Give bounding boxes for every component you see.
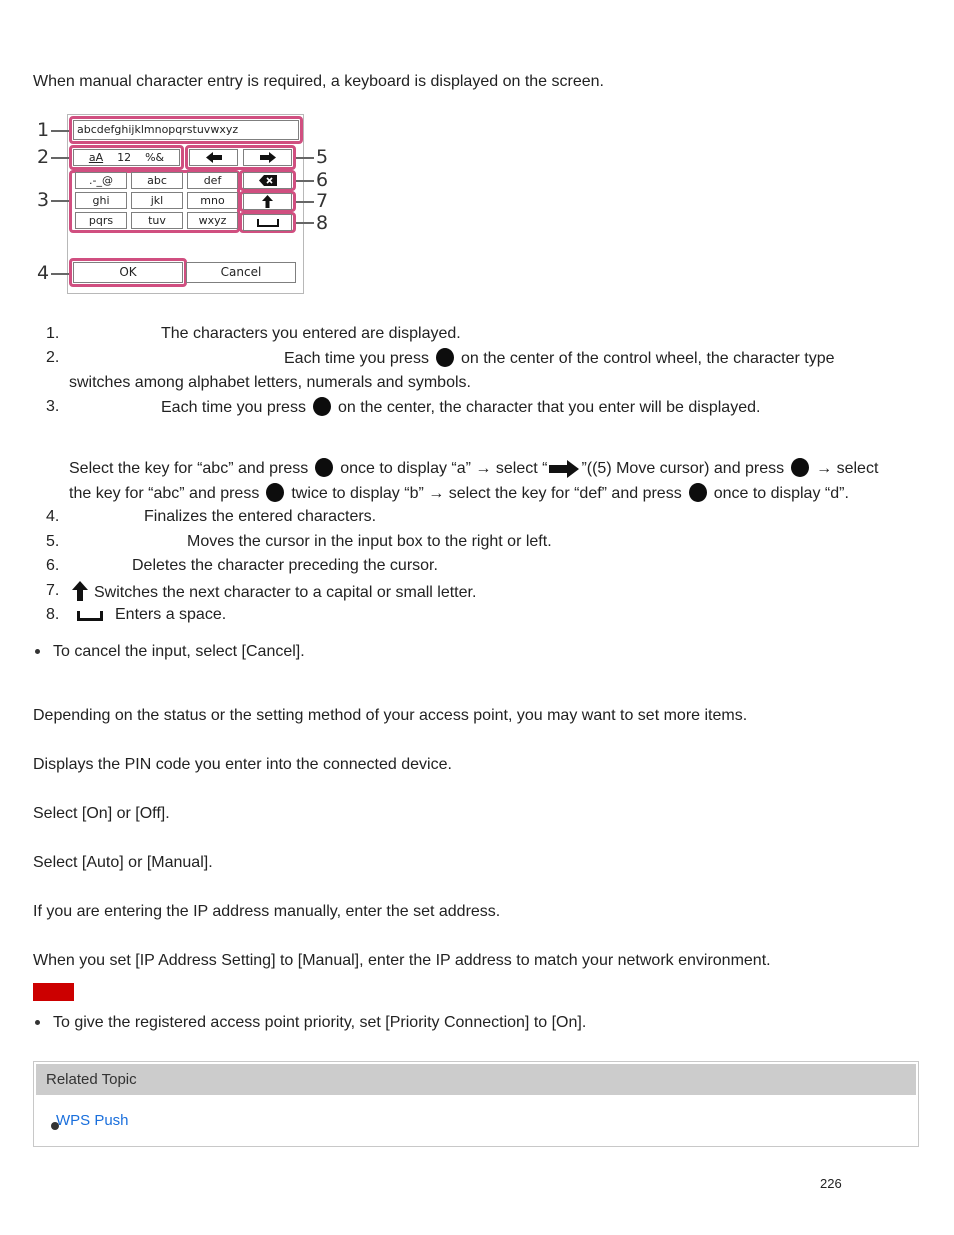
ip-address-paragraph: If you are entering the IP address manually, enter the set address. bbox=[33, 903, 501, 920]
item-8-text bbox=[77, 605, 226, 625]
auto-manual-paragraph: Select [Auto] or [Manual]. bbox=[33, 854, 213, 871]
callout-6-line bbox=[296, 180, 314, 182]
center-button-icon bbox=[791, 458, 809, 477]
example-l1b: once to display “a” → select “ bbox=[340, 460, 548, 477]
key-ghi[interactable]: ghi bbox=[75, 192, 127, 209]
cancel-tip: To cancel the input, select [Cancel]. bbox=[53, 643, 305, 660]
priority-tip: To give the registered access point priority, set [Priority Connection] to [On]. bbox=[53, 1014, 587, 1031]
space-icon bbox=[77, 611, 103, 621]
space-key[interactable] bbox=[243, 214, 292, 231]
item-6-number: 6. bbox=[46, 557, 60, 574]
item-8-number: 8. bbox=[46, 606, 60, 623]
item-5-text: Moves the cursor in the input box to the right or left. bbox=[187, 533, 552, 550]
ip-manual-paragraph: When you set [IP Address Setting] to [Manual], enter the IP address to match your network environment. bbox=[33, 952, 771, 969]
key-tuv[interactable]: tuv bbox=[131, 212, 183, 229]
example-line-1 bbox=[69, 458, 878, 479]
arrow-right-icon bbox=[260, 152, 276, 163]
key-abc[interactable]: abc bbox=[131, 172, 183, 189]
example-l1d: → select bbox=[816, 460, 879, 477]
key-symbols[interactable]: .-_@ bbox=[75, 172, 127, 189]
item-2-number: 2. bbox=[46, 349, 60, 366]
mode-key-12: 12 bbox=[117, 151, 132, 164]
item-8-label: Enters a space. bbox=[115, 606, 227, 623]
item-7-number: 7. bbox=[46, 582, 60, 599]
arrow-up-icon bbox=[72, 581, 88, 601]
item-1-number: 1. bbox=[46, 325, 60, 342]
item-1-text: The characters you entered are displayed. bbox=[161, 325, 461, 342]
center-button-icon bbox=[436, 348, 454, 367]
bullet-dot bbox=[35, 649, 40, 654]
space-icon bbox=[257, 219, 279, 227]
callout-5: 5 bbox=[316, 146, 329, 168]
bullet-dot bbox=[35, 1020, 40, 1025]
input-box[interactable]: abcdefghijklmnopqrstuvwxyz bbox=[73, 120, 299, 140]
callout-1-line bbox=[51, 130, 69, 132]
cursor-left-key[interactable] bbox=[189, 149, 238, 166]
key-jkl[interactable]: jkl bbox=[131, 192, 183, 209]
center-button-icon bbox=[313, 397, 331, 416]
character-type-key[interactable] bbox=[73, 149, 180, 166]
item-2-text bbox=[284, 348, 835, 369]
item-4-number: 4. bbox=[46, 508, 60, 525]
callout-7: 7 bbox=[316, 190, 329, 212]
on-off-paragraph: Select [On] or [Off]. bbox=[33, 805, 170, 822]
callout-4: 4 bbox=[37, 262, 50, 284]
cursor-right-key[interactable] bbox=[243, 149, 292, 166]
callout-3-line bbox=[51, 200, 69, 202]
cancel-button[interactable]: Cancel bbox=[186, 262, 296, 283]
callout-8: 8 bbox=[316, 212, 329, 234]
item-3-text bbox=[161, 397, 760, 418]
backspace-icon bbox=[259, 175, 277, 186]
arrow-up-icon bbox=[262, 195, 273, 208]
item-3-text-b: on the center, the character that you enter will be displayed. bbox=[337, 399, 761, 416]
example-l2c: once to display “d”. bbox=[713, 485, 849, 502]
key-def[interactable]: def bbox=[187, 172, 238, 189]
callout-8-line bbox=[296, 222, 314, 224]
pin-paragraph: Displays the PIN code you enter into the connected device. bbox=[33, 756, 452, 773]
keyboard-figure bbox=[33, 114, 333, 296]
mode-key-symbols: %& bbox=[145, 151, 165, 164]
item-2-text-b: on the center of the control wheel, the character type bbox=[460, 350, 835, 367]
page-number: 226 bbox=[820, 1176, 842, 1191]
callout-3: 3 bbox=[37, 189, 50, 211]
example-l1a: Select the key for “abc” and press bbox=[69, 460, 309, 477]
callout-7-line bbox=[296, 201, 314, 203]
mode-key-aA: aA bbox=[88, 151, 104, 164]
example-l2b: twice to display “b” → select the key for “def” and press bbox=[291, 485, 682, 502]
example-l1c: ”((5) Move cursor) and press bbox=[581, 460, 785, 477]
shift-key[interactable] bbox=[243, 193, 292, 210]
item-6-text: Deletes the character preceding the cursor. bbox=[132, 557, 438, 574]
item-7-label: Switches the next character to a capital or small letter. bbox=[94, 584, 477, 601]
item-4-text: Finalizes the entered characters. bbox=[144, 508, 377, 525]
related-topic-heading: Related Topic bbox=[36, 1064, 916, 1095]
callout-4-line bbox=[51, 273, 69, 275]
callout-2-line bbox=[51, 157, 69, 159]
key-mno[interactable]: mno bbox=[187, 192, 238, 209]
callout-2: 2 bbox=[37, 146, 50, 168]
note-marker bbox=[33, 983, 74, 1001]
example-line-2 bbox=[69, 483, 849, 504]
item-3-text-a: Each time you press bbox=[161, 399, 306, 416]
center-button-icon bbox=[689, 483, 707, 502]
arrow-right-icon bbox=[549, 460, 579, 478]
arrow-left-icon bbox=[206, 152, 222, 163]
item-7-text bbox=[72, 581, 476, 603]
item-2-text-a: Each time you press bbox=[284, 350, 429, 367]
example-l2a: the key for “abc” and press bbox=[69, 485, 260, 502]
related-topic-box bbox=[33, 1061, 919, 1147]
item-2-text-c: switches among alphabet letters, numerals and symbols. bbox=[69, 374, 471, 391]
item-3-number: 3. bbox=[46, 398, 60, 415]
ok-button[interactable]: OK bbox=[73, 262, 183, 283]
access-point-paragraph: Depending on the status or the setting method of your access point, you may want to set more items. bbox=[33, 707, 748, 724]
callout-6: 6 bbox=[316, 169, 329, 191]
key-pqrs[interactable]: pqrs bbox=[75, 212, 127, 229]
callout-1: 1 bbox=[37, 119, 50, 141]
center-button-icon bbox=[266, 483, 284, 502]
center-button-icon bbox=[315, 458, 333, 477]
delete-key[interactable] bbox=[243, 172, 292, 189]
key-wxyz[interactable]: wxyz bbox=[187, 212, 238, 229]
item-5-number: 5. bbox=[46, 533, 60, 550]
intro-text: When manual character entry is required, a keyboard is displayed on the screen. bbox=[33, 73, 604, 90]
callout-5-line bbox=[296, 157, 314, 159]
wps-push-link[interactable]: WPS Push bbox=[56, 1112, 129, 1129]
